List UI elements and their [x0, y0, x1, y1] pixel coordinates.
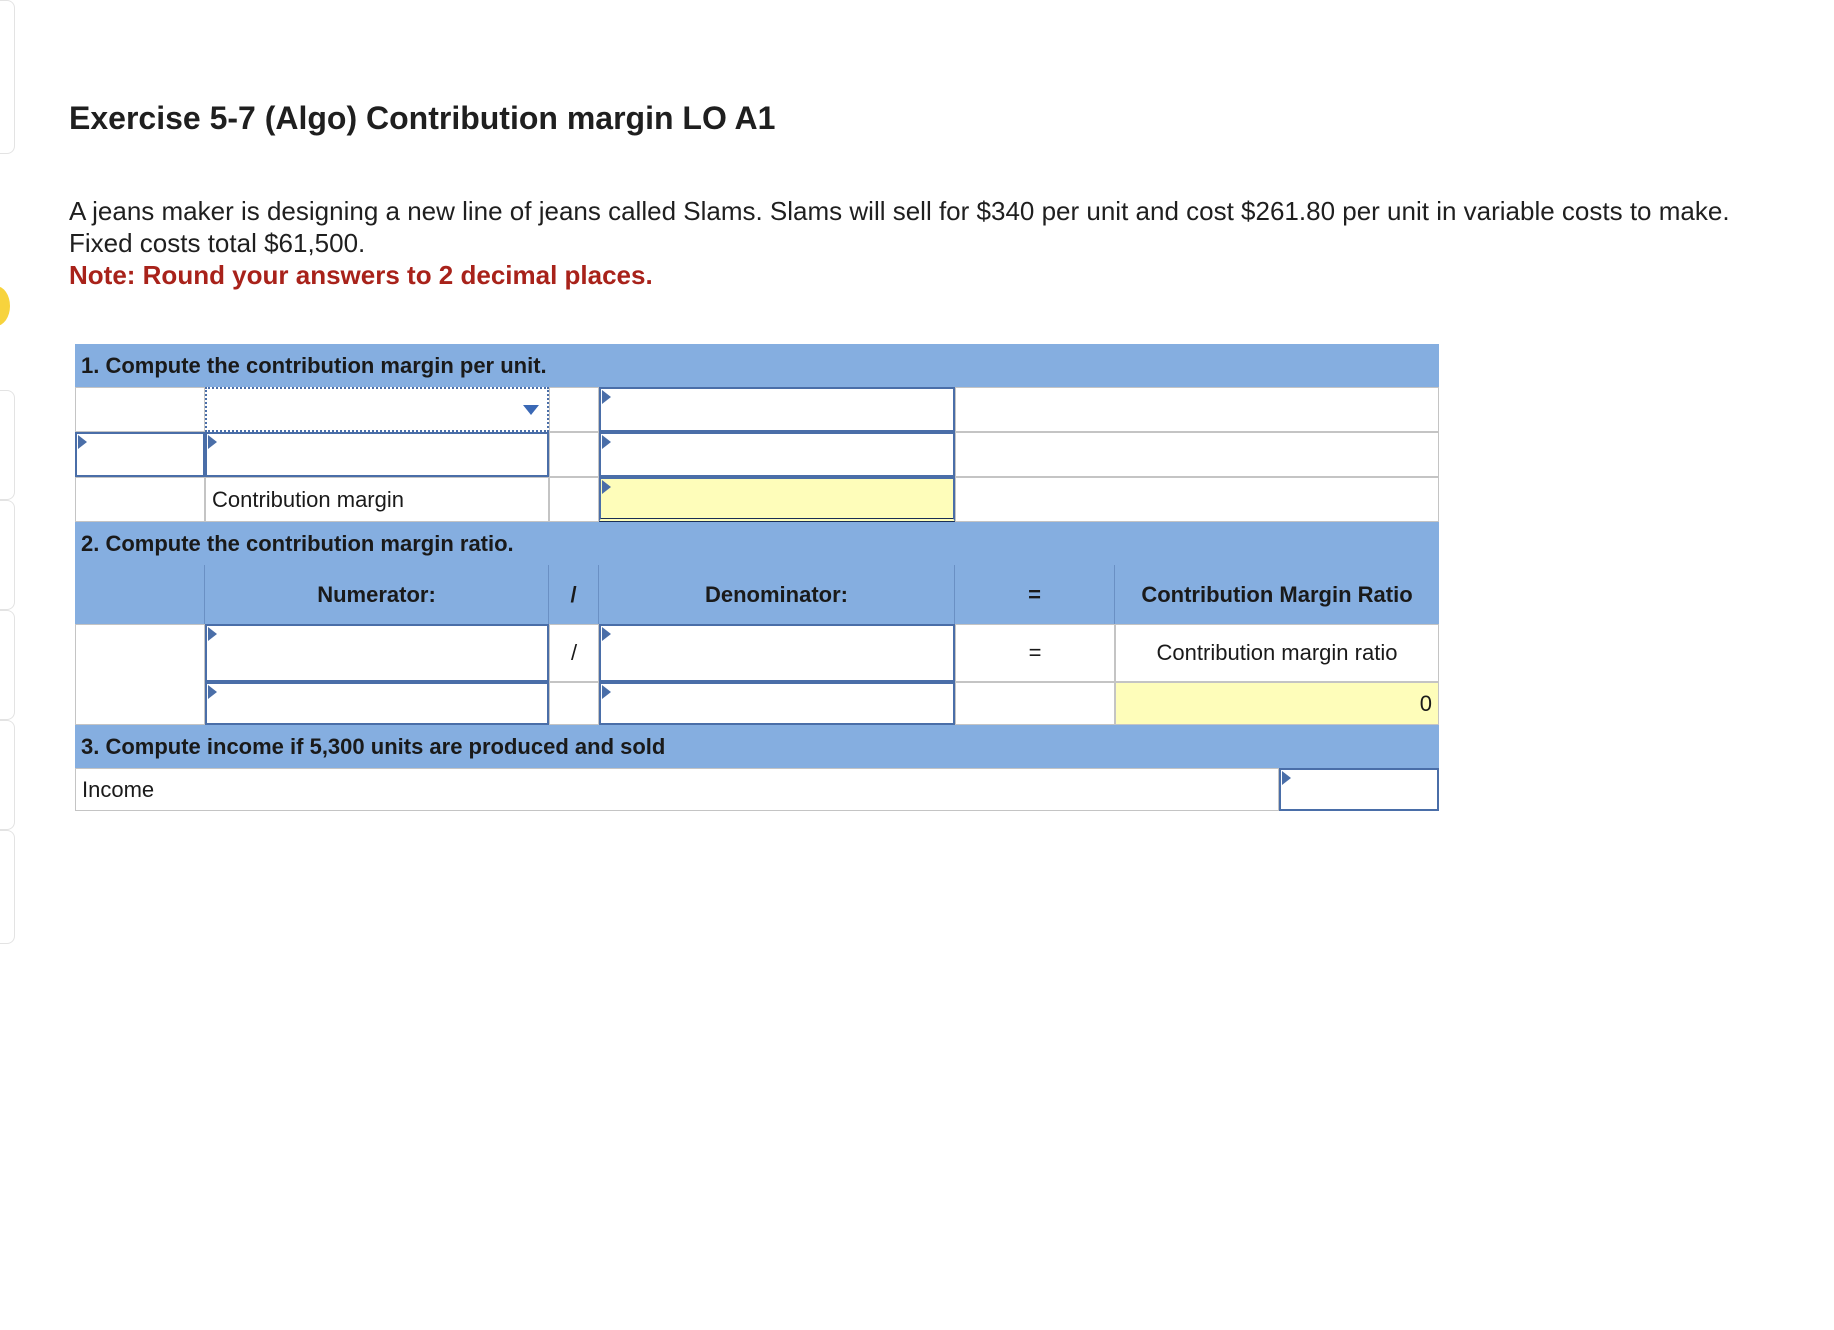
side-panel-tab[interactable]	[0, 720, 15, 830]
divide-header: /	[549, 565, 599, 624]
exercise-title: Exercise 5-7 (Algo) Contribution margin LO A1	[69, 100, 776, 136]
part1-total-gap	[549, 477, 599, 522]
income-label: Income	[75, 768, 1279, 811]
input-flag-icon	[602, 435, 611, 449]
numerator-amount-input[interactable]	[205, 682, 549, 725]
part1-row1-gap	[549, 387, 599, 432]
numerator-input[interactable]	[205, 624, 549, 682]
input-flag-icon	[602, 627, 611, 641]
input-flag-icon	[208, 685, 217, 699]
part1-row2-blank-input[interactable]	[75, 432, 205, 477]
input-flag-icon	[602, 480, 611, 494]
part1-row1-spacer	[955, 387, 1439, 432]
part2-row2-gap	[549, 682, 599, 725]
part1-row2-spacer	[955, 432, 1439, 477]
part1-row2-label-input[interactable]	[205, 432, 549, 477]
part2-row-blank	[75, 624, 205, 725]
input-flag-icon	[208, 435, 217, 449]
input-flag-icon	[602, 685, 611, 699]
part2-header-blank	[75, 565, 205, 624]
contribution-margin-label: Contribution margin	[205, 477, 549, 522]
denominator-amount-input[interactable]	[599, 682, 955, 725]
rounding-note: Note: Round your answers to 2 decimal places.	[69, 260, 653, 290]
input-flag-icon	[602, 390, 611, 404]
contribution-margin-ratio-label: Contribution margin ratio	[1115, 624, 1439, 682]
worksheet	[75, 344, 1439, 811]
problem-text: A jeans maker is designing a new line of jeans called Slams. Slams will sell for $340 per unit and cost $261.80 per unit in variable costs to make. Fixed costs total $61,500.	[69, 196, 1730, 258]
part1-row1-blank	[75, 387, 205, 432]
part1-total-spacer	[955, 477, 1439, 522]
contribution-margin-ratio-header: Contribution Margin Ratio	[1115, 565, 1439, 624]
part1-total-blank	[75, 477, 205, 522]
income-input[interactable]	[1279, 768, 1439, 811]
part1-row1-amount-input[interactable]	[599, 387, 955, 432]
side-panel-tab[interactable]	[0, 830, 15, 944]
equals-header: =	[955, 565, 1115, 624]
equals-symbol: =	[955, 624, 1115, 682]
side-panel-tab[interactable]	[0, 390, 15, 500]
side-panel-tab[interactable]	[0, 500, 15, 610]
input-flag-icon	[208, 627, 217, 641]
part3-heading: 3. Compute income if 5,300 units are produced and sold	[75, 725, 1439, 768]
denominator-header: Denominator:	[599, 565, 955, 624]
part2-heading: 2. Compute the contribution margin ratio.	[75, 522, 1439, 565]
part1-heading: 1. Compute the contribution margin per unit.	[75, 344, 1439, 387]
part1-row2-gap	[549, 432, 599, 477]
highlight-marker	[0, 286, 10, 326]
part1-row1-select[interactable]	[205, 387, 549, 432]
problem-statement	[69, 195, 1789, 291]
denominator-input[interactable]	[599, 624, 955, 682]
side-panel-tab[interactable]	[0, 0, 15, 154]
part2-row2-spacer	[955, 682, 1115, 725]
side-panel-tab[interactable]	[0, 610, 15, 720]
numerator-header: Numerator:	[205, 565, 549, 624]
divide-symbol: /	[549, 624, 599, 682]
part1-row2-amount-input[interactable]	[599, 432, 955, 477]
contribution-margin-output	[599, 477, 955, 522]
input-flag-icon	[78, 435, 87, 449]
contribution-margin-ratio-output: 0	[1115, 682, 1439, 725]
input-flag-icon	[1282, 771, 1291, 785]
chevron-down-icon[interactable]	[523, 405, 539, 415]
